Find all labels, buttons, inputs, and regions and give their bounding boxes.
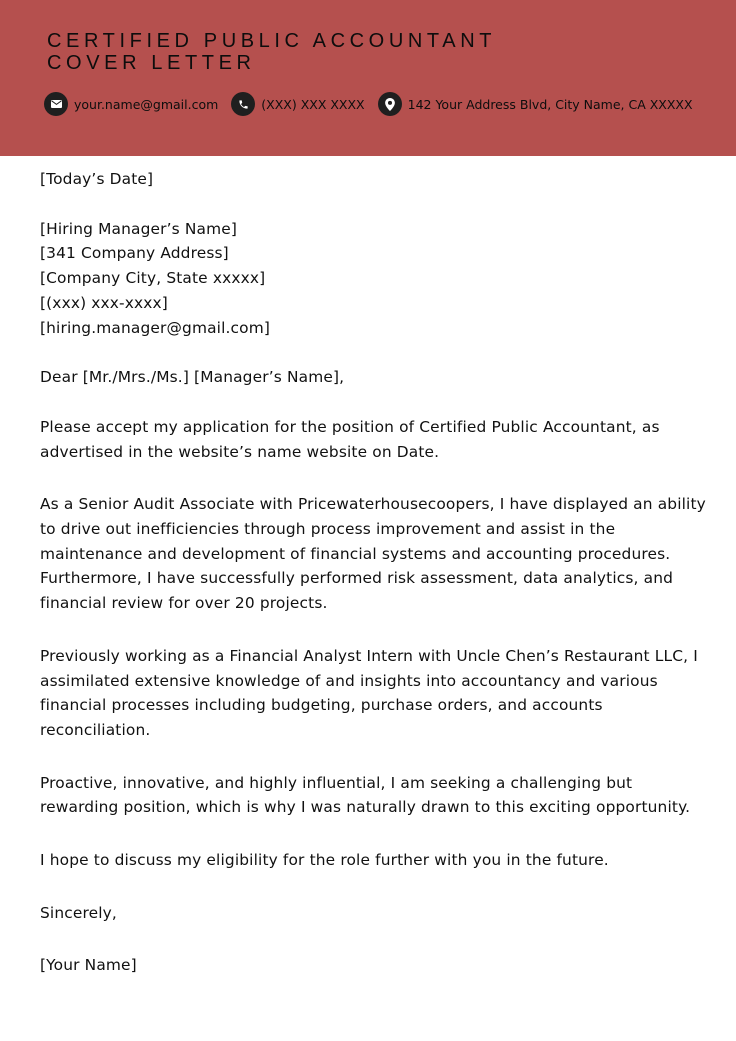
letter-body bbox=[40, 167, 710, 978]
recipient-phone: [(xxx) xxx-xxxx] bbox=[40, 293, 168, 312]
letter-date: [Today’s Date] bbox=[40, 170, 154, 188]
title-line-1: CERTIFIED PUBLIC ACCOUNTANT bbox=[47, 30, 497, 52]
paragraph-4: Proactive, innovative, and highly influential, I am seeking a challenging but rewarding position, which is why I was naturally drawn to this exciting opportunity. bbox=[40, 773, 691, 817]
contact-bar bbox=[44, 92, 693, 116]
address-text: 142 Your Address Blvd, City Name, CA XXXXX bbox=[407, 96, 693, 112]
recipient-block bbox=[40, 217, 710, 341]
recipient-email: [hiring.manager@gmail.com] bbox=[40, 318, 271, 337]
email-icon bbox=[44, 92, 68, 116]
phone-text: (XXX) XXX XXXX bbox=[261, 96, 365, 112]
recipient-address: [341 Company Address] bbox=[40, 244, 229, 263]
paragraph-3: Previously working as a Financial Analyst Intern with Uncle Chen’s Restaurant LLC, I assimilated extensive knowledge of and insights into accountancy and various financial processes including budgeting, purchase orders, and accounts reconciliation. bbox=[40, 646, 698, 739]
contact-phone bbox=[231, 92, 364, 116]
phone-icon bbox=[231, 92, 255, 116]
recipient-city: [Company City, State xxxxx] bbox=[40, 269, 266, 288]
header-banner bbox=[0, 0, 736, 156]
email-text: your.name@gmail.com bbox=[74, 96, 219, 112]
paragraph-2: As a Senior Audit Associate with Pricewaterhousecoopers, I have displayed an ability to drive out inefficiencies through process improvement and assist in the maintenance and development of financial systems and accounting procedures. Furthermore, I have successfully performed risk assessment, data analytics, and financial review for over 20 projects. bbox=[40, 495, 706, 613]
title-line-2: COVER LETTER bbox=[47, 52, 256, 74]
contact-address bbox=[378, 92, 693, 116]
closing: Sincerely, bbox=[40, 903, 117, 922]
document-title bbox=[47, 30, 496, 74]
contact-email bbox=[44, 92, 218, 116]
salutation: Dear [Mr./Mrs./Ms.] [Manager’s Name], bbox=[40, 368, 345, 387]
paragraph-5: I hope to discuss my eligibility for the role further with you in the future. bbox=[40, 851, 609, 870]
location-pin-icon bbox=[378, 92, 402, 116]
signature-name: [Your Name] bbox=[40, 956, 137, 975]
recipient-name: [Hiring Manager’s Name] bbox=[40, 219, 237, 238]
paragraph-1: Please accept my application for the position of Certified Public Accountant, as advertised in the website’s name website on Date. bbox=[40, 417, 660, 461]
